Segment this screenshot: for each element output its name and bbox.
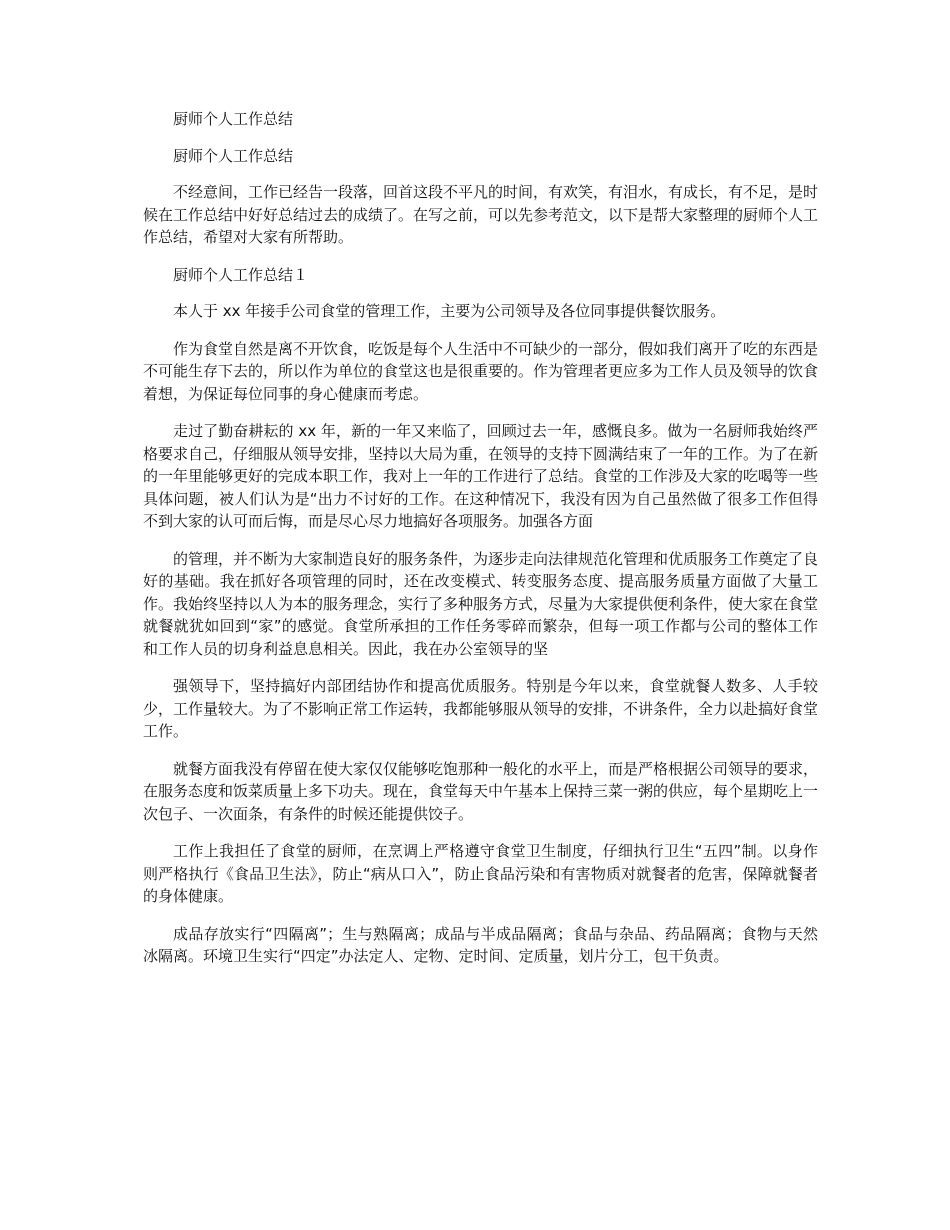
body-paragraph: 就餐方面我没有停留在使大家仅仅能够吃饱那种一般化的水平上，而是严格根据公司领导的要求，在服务态度和饭菜质量上多下功夫。现在，食堂每天中午基本上保持三菜一粥的供应，每个星期吃上一次包子、一次面条，有条件的时候还能提供饺子。: [143, 759, 819, 823]
body-paragraph: 走过了勤奋耕耘的 xx 年，新的一年又来临了，回顾过去一年，感慨良多。做为一名厨师我始终严格要求自己，仔细服从领导安排，坚持以大局为重，在领导的支持下圆满结束了一年的工作。为了在新的一年里能够更好的完成本职工作，我对上一年的工作进行了总结。食堂的工作涉及大家的吃喝等一些具体问题，被人们认为是“出力不讨好的工作。在这种情况下，我没有因为自己虽然做了很多工作但得不到大家的认可而后悔，而是尽心尽力地搞好各项服务。加强各方面: [143, 422, 819, 530]
document-title: 厨师个人工作总结: [173, 110, 294, 128]
section-heading: 厨师个人工作总结１: [173, 265, 309, 284]
document-page: [143, 108, 818, 983]
document-subtitle: 厨师个人工作总结: [173, 146, 294, 165]
body-paragraph: 的管理，并不断为大家制造良好的服务条件，为逐步走向法律规范化管理和优质服务工作奠定了良好的基础。我在抓好各项管理的同时，还在改变模式、转变服务态度、提高服务质量方面做了大量工作。我始终坚持以人为本的服务理念，实行了多种服务方式，尽量为大家提供便利条件，使大家在食堂就餐就犹如回到“家”的感觉。食堂所承担的工作任务零碎而繁杂，但每一项工作都与公司的整体工作和工作人员的切身利益息息相关。因此，我在办公室领导的坚: [143, 549, 819, 658]
body-paragraph: 本人于 xx 年接手公司食堂的管理工作，主要为公司领导及各位同事提供餐饮服务。: [173, 302, 726, 320]
body-paragraph: 强领导下，坚持搞好内部团结协作和提高优质服务。特别是今年以来，食堂就餐人数多、人手较少，工作量较大。为了不影响正常工作运转，我都能够服从领导的安排，不讲条件，全力以赴搞好食堂工作。: [143, 677, 819, 740]
intro-paragraph: 不经意间，工作已经告一段落，回首这段不平凡的时间，有欢笑，有泪水，有成长，有不足，是时候在工作总结中好好总结过去的成绩了。在写之前，可以先参考范文，以下是帮大家整理的厨师个人工作总结，希望对大家有所帮助。: [143, 183, 819, 246]
body-paragraph: 工作上我担任了食堂的厨师，在烹调上严格遵守食堂卫生制度，仔细执行卫生“五四”制。以身作则严格执行《食品卫生法》，防止“病从口入”，防止食品污染和有害物质对就餐者的危害，保障就餐者的身体健康。: [143, 842, 818, 905]
body-paragraph: 成品存放实行“四隔离”；生与熟隔离；成品与半成品隔离；食品与杂品、药品隔离；食物与天然冰隔离。环境卫生实行“四定”办法定人、定物、定时间、定质量，划片分工，包干负责。: [143, 924, 818, 965]
body-paragraph: 作为食堂自然是离不开饮食，吃饭是每个人生活中不可缺少的一部分，假如我们离开了吃的东西是不可能生存下去的，所以作为单位的食堂这也是很重要的。作为管理者更应多为工作人员及领导的饮食着想，为保证每位同事的身心健康而考虑。: [143, 339, 819, 403]
